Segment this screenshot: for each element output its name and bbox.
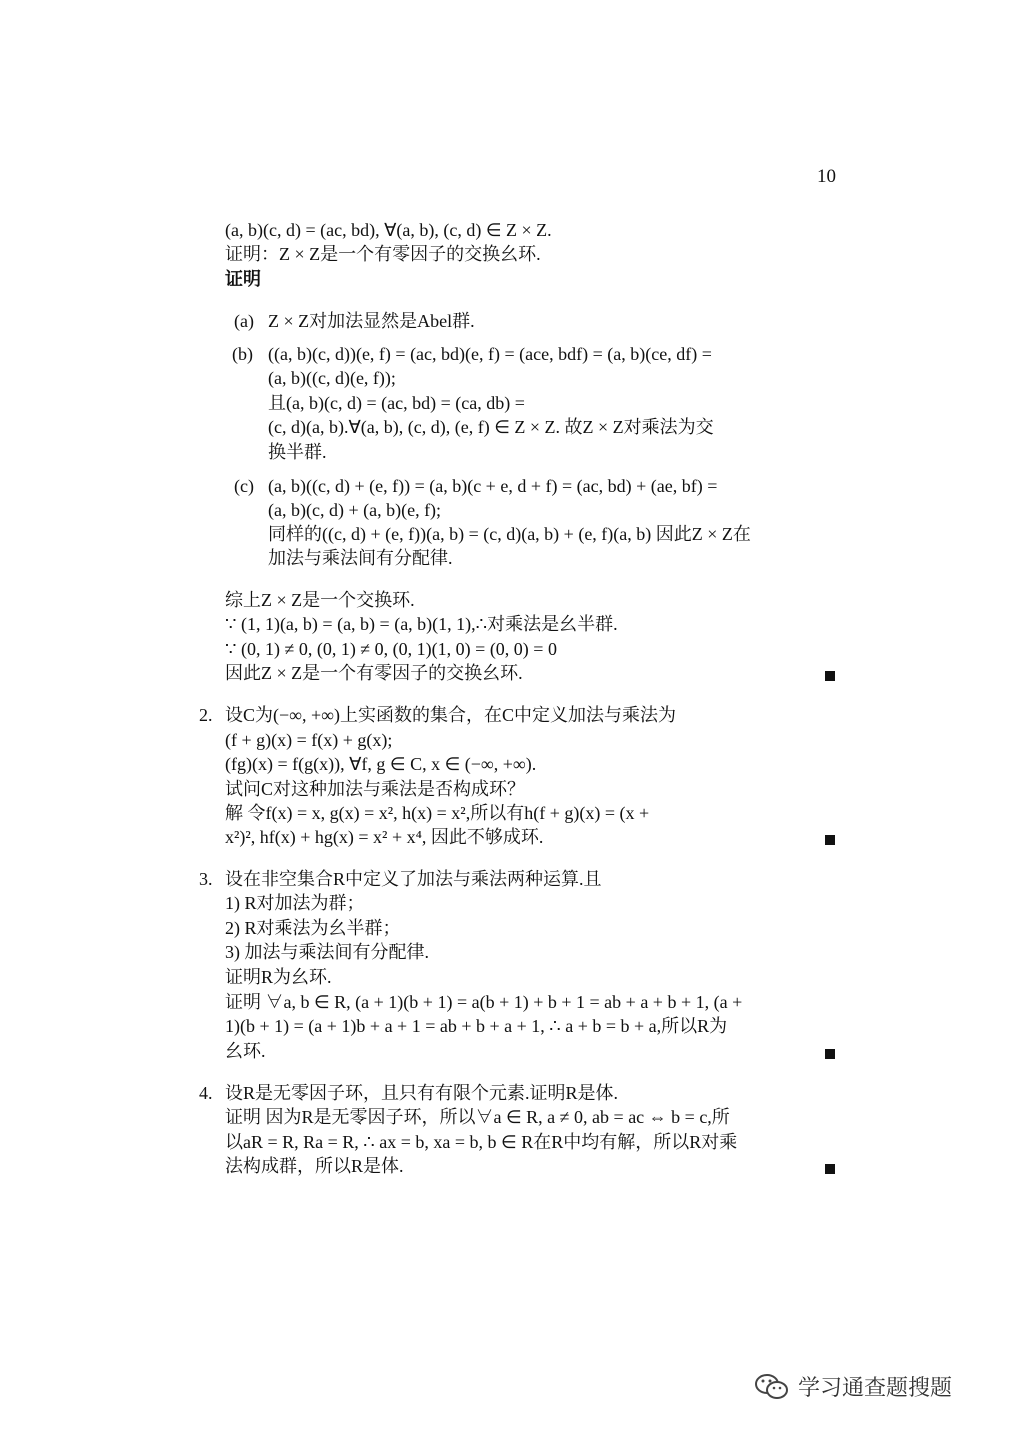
problem-line: (f + g)(x) = f(x) + g(x);: [225, 730, 393, 750]
proof-line: 幺环.: [225, 1041, 266, 1061]
problem-statement-line: 证明：Z × Z是一个有零因子的交换幺环.: [225, 244, 541, 264]
problem-line: (fg)(x) = f(g(x)), ∀f, g ∈ C, x ∈ (−∞, +∞).: [225, 754, 537, 774]
qed-mark: [825, 671, 835, 681]
step-line: (a, b)(c, d) + (a, b)(e, f);: [268, 500, 442, 520]
solution-line: x²)², hf(x) + hg(x) = x² + x⁴, 因此不够成环.: [225, 827, 544, 847]
problem-number: 3.: [199, 869, 213, 889]
step-label: (c): [234, 476, 254, 496]
watermark-text: 学习通查题搜题: [798, 1376, 953, 1401]
step-line: 换半群.: [268, 442, 327, 462]
proof-line: 证明 因为R是无零因子环，所以∀a ∈ R, a ≠ 0, ab = ac ⇔ b = c,所: [225, 1107, 730, 1127]
problem-line: 2) R对乘法为幺半群；: [225, 918, 401, 938]
problem-line: 3) 加法与乘法间有分配律.: [225, 942, 429, 962]
wechat-icon: [754, 1372, 790, 1402]
summary-line: 综上Z × Z是一个交换环.: [225, 590, 415, 610]
step-line: 同样的((c, d) + (e, f))(a, b) = (c, d)(a, b) + (e, f)(a, b) 因此Z × Z在: [268, 524, 751, 544]
step-line: 且(a, b)(c, d) = (ac, bd) = (ca, db) =: [268, 393, 525, 413]
problem-line: 设C为(−∞, +∞)上实函数的集合，在C中定义加法与乘法为: [225, 705, 676, 725]
summary-line: ∵ (0, 1) ≠ 0, (0, 1) ≠ 0, (0, 1)(1, 0) = (0, 0) = 0: [225, 639, 557, 659]
problem-line: 试问C对这种加法与乘法是否构成环？: [225, 779, 526, 799]
proof-line: 1)(b + 1) = (a + 1)b + a + 1 = ab + b + a + 1, ∴ a + b = b + a,所以R为: [225, 1016, 728, 1036]
problem-line: 设R是无零因子环，且只有有限个元素.证明R是体.: [225, 1083, 619, 1103]
problem-line: 1) R对加法为群；: [225, 893, 365, 913]
summary-line: 因此Z × Z是一个有零因子的交换幺环.: [225, 663, 523, 683]
solution-line: 解 令f(x) = x, g(x) = x², h(x) = x²,所以有h(f + g)(x) = (x +: [225, 803, 650, 823]
step-line: 加法与乘法间有分配律.: [268, 548, 453, 568]
proof-line: 法构成群，所以R是体.: [225, 1156, 404, 1176]
qed-mark: [825, 835, 835, 845]
proof-label: 证明: [225, 269, 261, 289]
watermark: [754, 1371, 952, 1402]
step-label: (b): [232, 344, 253, 364]
step-line: (a, b)((c, d) + (e, f)) = (a, b)(c + e, d + f) = (ac, bd) + (ae, bf) =: [268, 476, 718, 496]
proof-line: 证明 ∀a, b ∈ R, (a + 1)(b + 1) = a(b + 1) + b + 1 = ab + a + b + 1, (a +: [225, 992, 743, 1012]
qed-mark: [825, 1049, 835, 1059]
step-line: (c, d)(a, b).∀(a, b), (c, d), (e, f) ∈ Z × Z. 故Z × Z对乘法为交: [268, 417, 714, 437]
step-line: ((a, b)(c, d))(e, f) = (ac, bd)(e, f) = (ace, bdf) = (a, b)(ce, df) =: [268, 344, 712, 364]
summary-line: ∵ (1, 1)(a, b) = (a, b) = (a, b)(1, 1),∴对乘法是幺半群.: [225, 614, 618, 634]
step-label: (a): [234, 311, 254, 331]
problem-statement-line: (a, b)(c, d) = (ac, bd), ∀(a, b), (c, d) ∈ Z × Z.: [225, 220, 552, 240]
problem-line: 证明R为幺环.: [225, 967, 332, 987]
step-line: Z × Z对加法显然是Abel群.: [268, 311, 475, 331]
proof-line: 以aR = R, Ra = R, ∴ ax = b, xa = b, b ∈ R在R中均有解，所以R对乘: [225, 1132, 738, 1152]
step-line: (a, b)((c, d)(e, f));: [268, 368, 396, 388]
problem-number: 2.: [199, 705, 213, 725]
problem-number: 4.: [199, 1083, 213, 1103]
problem-line: 设在非空集合R中定义了加法与乘法两种运算.且: [225, 869, 602, 889]
page-number: 10: [817, 166, 836, 187]
qed-mark: [825, 1164, 835, 1174]
